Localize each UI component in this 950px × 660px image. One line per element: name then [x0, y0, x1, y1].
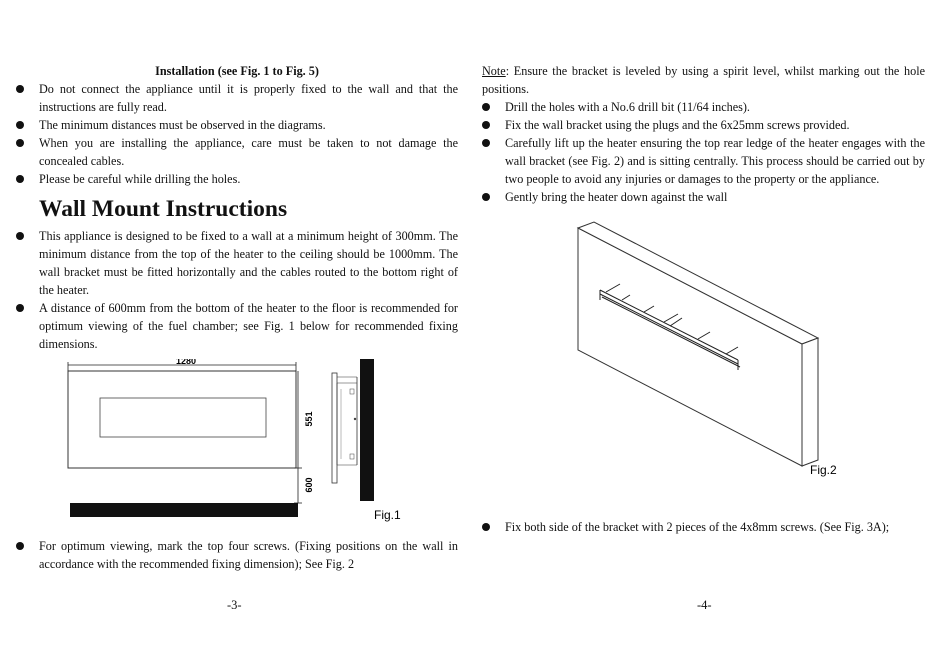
height-dimension-label: 551 — [304, 411, 314, 427]
heater-side-outline — [332, 373, 337, 483]
page-number-right: -4- — [697, 598, 712, 612]
fig2-caption: Fig.2 — [810, 463, 837, 477]
installation-list — [16, 80, 458, 188]
fig1-diagram — [16, 359, 458, 537]
wall-side-face — [802, 338, 818, 466]
list-item: This appliance is designed to be fixed to a wall at a minimum height of 300mm. The minimum distance from the top of the heater to the ceiling should be 1000mm. The wall bracket must be fitted horizontally and the cables routed to the bottom right of the heater. — [16, 227, 458, 299]
note-text: : Ensure the bracket is leveled by using a spirit level, whilst marking out the hole positions. — [482, 64, 925, 96]
list-item: Please be careful while drilling the holes. — [16, 170, 458, 188]
floor-dimension-label: 600 — [304, 477, 314, 493]
figure-1 — [16, 359, 458, 537]
list-item: Do not connect the appliance until it is properly fixed to the wall and that the instructions are fully read. — [16, 80, 458, 116]
fig2-diagram — [482, 208, 925, 478]
wall-mount-heading: Wall Mount Instructions — [39, 196, 288, 222]
list-item: Fix the wall bracket using the plugs and the 6x25mm screws provided. — [482, 116, 925, 134]
installation-heading: Installation (see Fig. 1 to Fig. 5) — [155, 64, 319, 78]
list-item: Carefully lift up the heater ensuring the top rear ledge of the heater engages with the wall bracket (see Fig. 2) and is sitting centrally. This process should be carried out by two people to avoid any injuries or damages to the property or the appliance. — [482, 134, 925, 188]
right-page — [482, 62, 925, 536]
note-label: Note — [482, 64, 506, 78]
list-item: For optimum viewing, mark the top four screws. (Fixing positions on the wall in accordance with the recommended fixing dimension); See Fig. 2 — [16, 537, 458, 573]
page-number-left: -3- — [227, 598, 242, 612]
mounting-steps-list — [482, 98, 925, 206]
list-item: A distance of 600mm from the bottom of the heater to the floor is recommended for optimum viewing of the fuel chamber; see Fig. 1 below for recommended fixing dimensions. — [16, 299, 458, 353]
bracket-side-list — [482, 518, 925, 536]
width-dimension-label: 1280 — [175, 359, 197, 366]
list-item: Fix both side of the bracket with 2 pieces of the 4x8mm screws. (See Fig. 3A); — [482, 518, 925, 536]
fuel-chamber-window — [100, 398, 266, 437]
list-item: When you are installing the appliance, care must be taken to not damage the concealed cables. — [16, 134, 458, 170]
list-item: The minimum distances must be observed in the diagrams. — [16, 116, 458, 134]
wall-bar — [360, 359, 374, 501]
note-paragraph — [482, 62, 925, 98]
wall-front-face — [578, 228, 802, 466]
list-item: Drill the holes with a No.6 drill bit (11/64 inches). — [482, 98, 925, 116]
floor-bar — [70, 503, 298, 517]
heater-front-outline — [68, 371, 296, 468]
fig1-caption: Fig.1 — [374, 508, 401, 522]
wall-mount-list — [16, 227, 458, 353]
left-page — [16, 62, 458, 573]
list-item: Gently bring the heater down against the wall — [482, 188, 925, 206]
screw-list — [16, 537, 458, 573]
figure-2 — [482, 208, 925, 478]
